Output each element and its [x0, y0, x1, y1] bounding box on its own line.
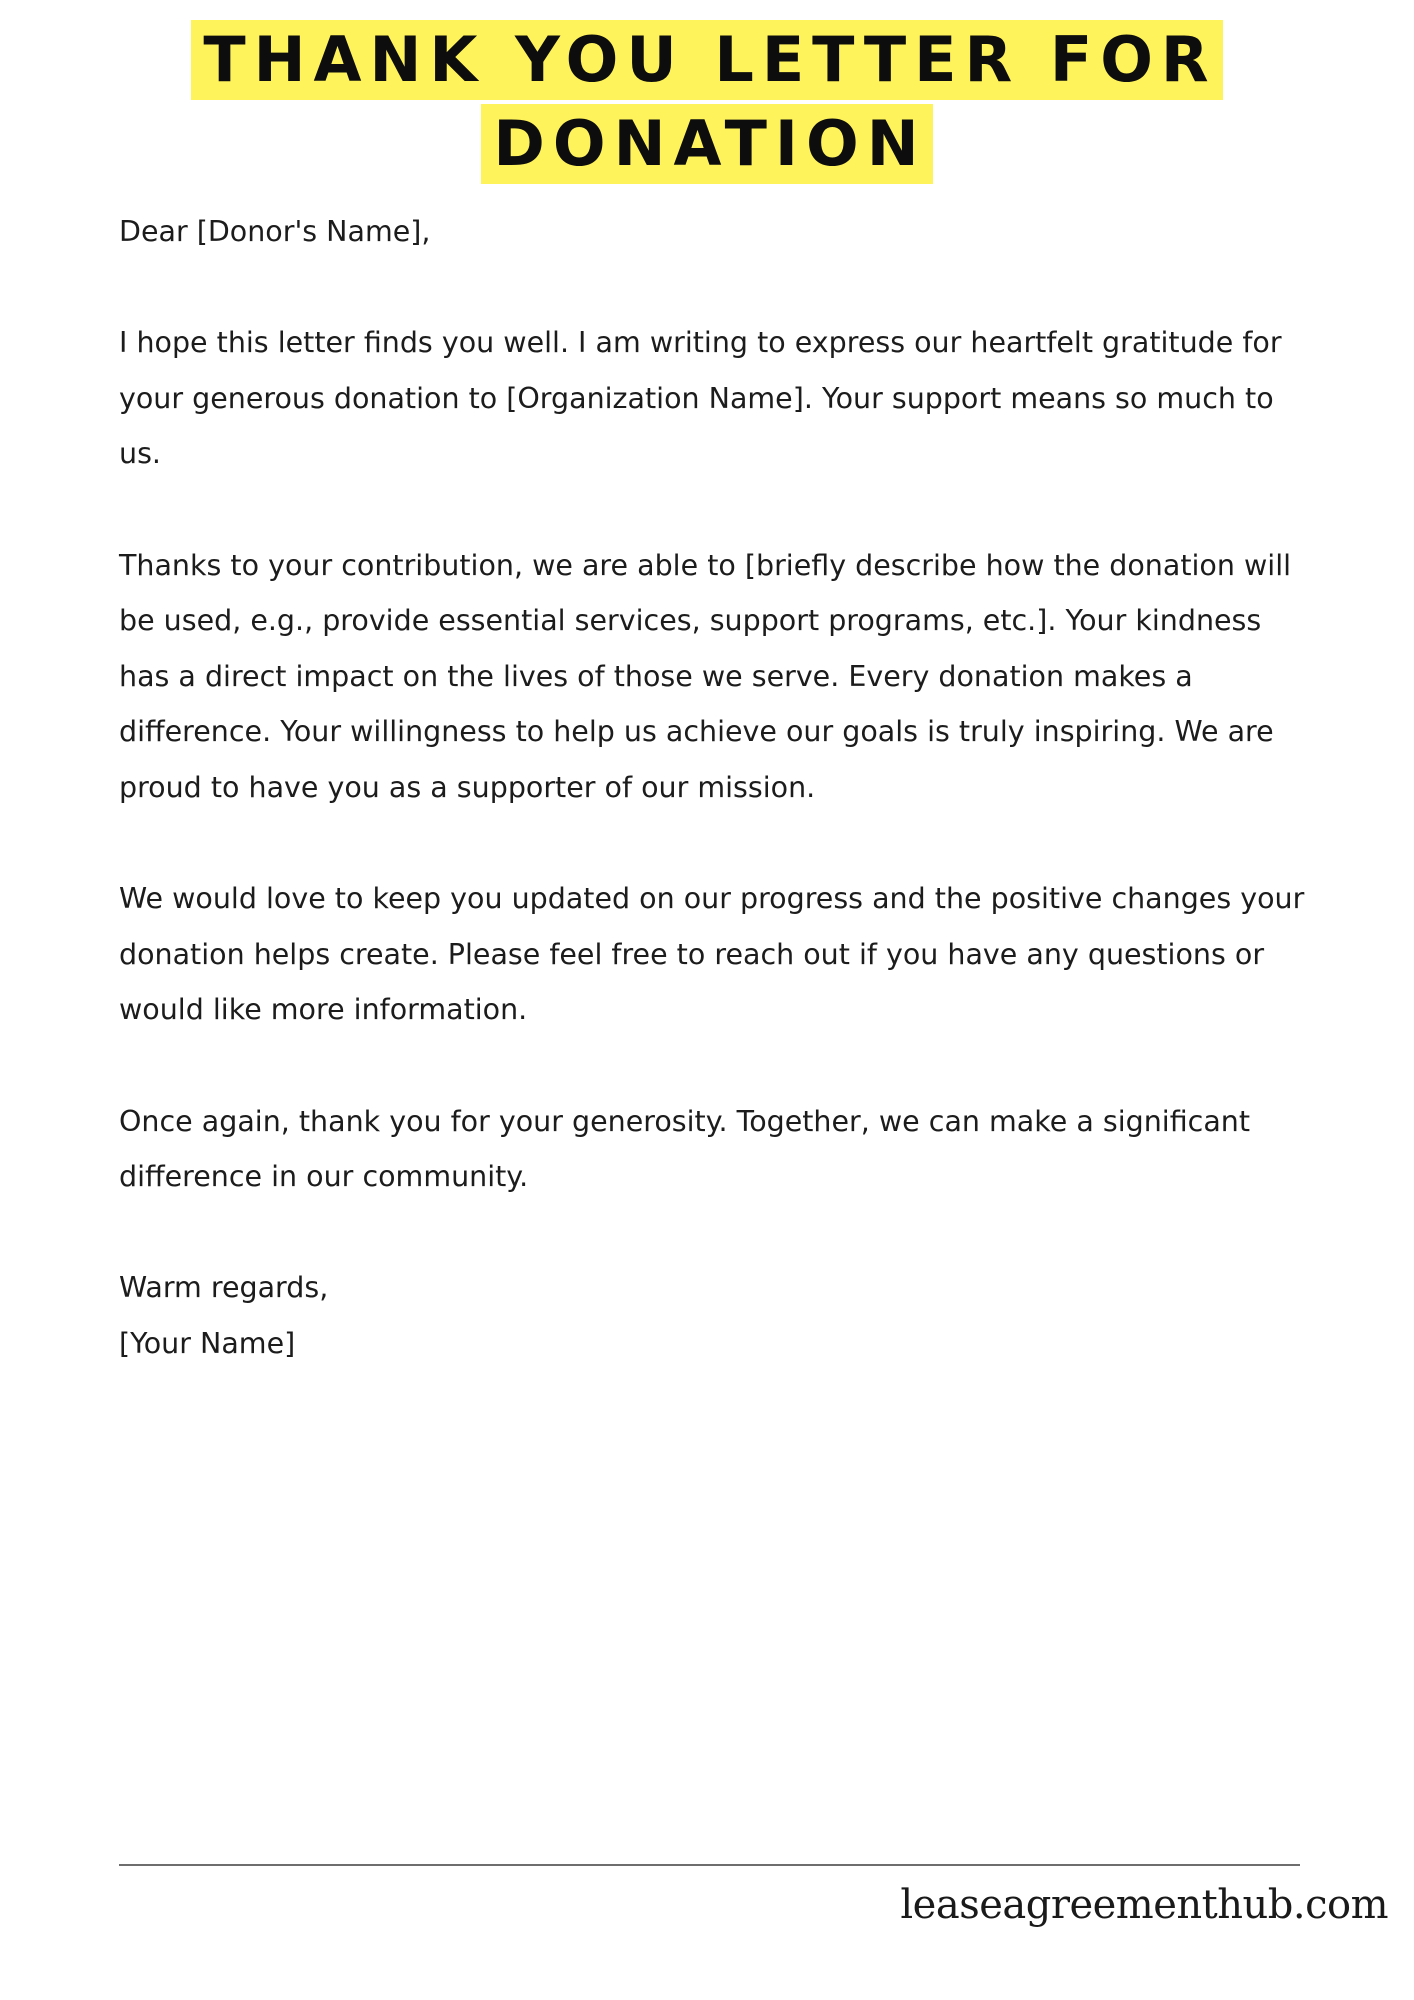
letter-body	[119, 204, 1319, 1371]
title-line-1: THANK YOU LETTER FOR	[191, 20, 1222, 100]
document-title	[0, 20, 1414, 184]
website-watermark: leaseagreementhub.com	[900, 1882, 1388, 1928]
paragraph-1: I hope this letter finds you well. I am writing to express our heartfelt gratitude for your generous donation to [Organization Name]. Your support means so much to us.	[119, 326, 1282, 471]
footer-divider	[119, 1864, 1300, 1866]
paragraph-2: Thanks to your contribution, we are able to [briefly describe how the donation will be used, e.g., provide essential services, support programs, etc.]. Your kindness has a direct impact on the lives of those we serve. Every donation makes a difference. Your willingness to help us achieve our goals is truly inspiring. We are proud to have you as a supporter of our mission.	[119, 548, 1292, 804]
salutation: Dear [Donor's Name],	[119, 215, 431, 248]
closing: Warm regards,	[119, 1271, 329, 1305]
title-line-2: DONATION	[481, 104, 932, 184]
paragraph-4: Once again, thank you for your generosity. Together, we can make a significant difference in our community.	[119, 1104, 1251, 1194]
signature: [Your Name]	[119, 1326, 296, 1360]
paragraph-3: We would love to keep you updated on our progress and the positive changes your donation helps create. Please feel free to reach out if you have any questions or would like more information.	[119, 882, 1305, 1027]
